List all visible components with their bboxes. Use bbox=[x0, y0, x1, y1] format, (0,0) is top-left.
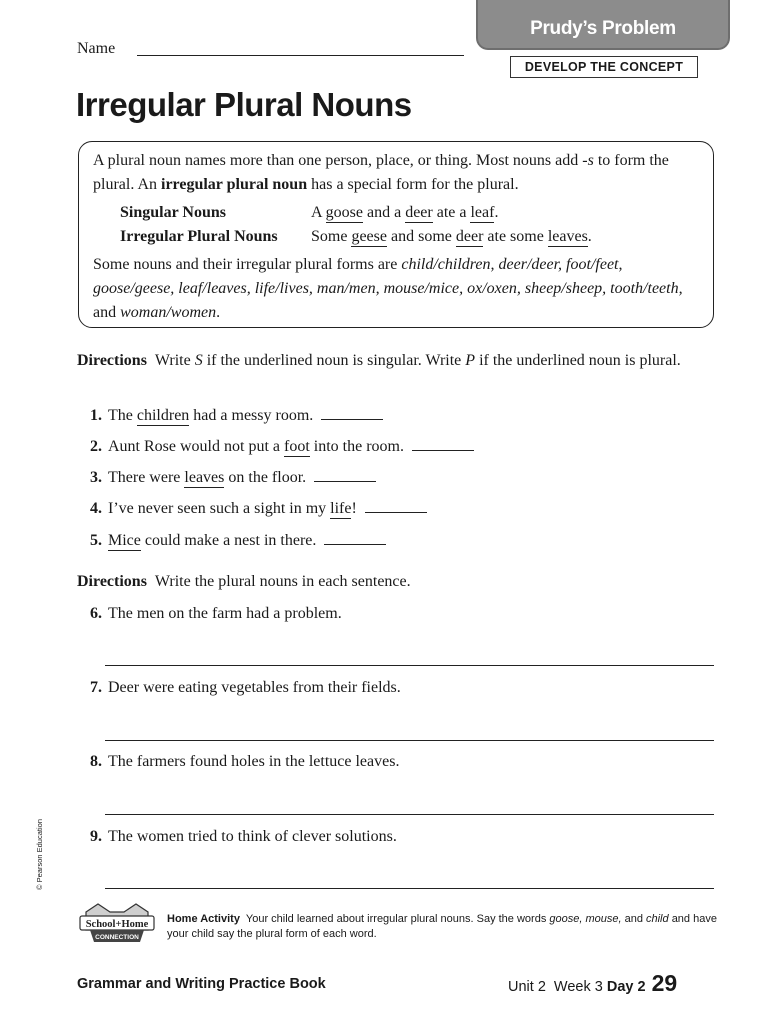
question-8: 8. The farmers found holes in the lettuce leaves. bbox=[90, 753, 400, 770]
underlined-noun: leaves bbox=[184, 469, 225, 486]
answer-line-9[interactable] bbox=[105, 888, 714, 889]
name-line[interactable] bbox=[137, 55, 464, 56]
question-5: 5. Mice could make a nest in there. bbox=[78, 529, 386, 553]
question-6: 6. The men on the farm had a problem. bbox=[90, 605, 342, 622]
rule-intro: A plural noun names more than one person, place, or thing. Most nouns add -s to form the plural. An irregular plural noun has a special form for the plural. bbox=[93, 152, 669, 193]
svg-text:School+Home: School+Home bbox=[85, 919, 149, 930]
footer-unit-info: Unit 2 Week 3 Day 2 29 bbox=[508, 970, 678, 996]
underlined-noun: foot bbox=[284, 438, 310, 455]
footer-book-title: Grammar and Writing Practice Book bbox=[77, 976, 326, 992]
singular-nouns-label: Singular Nouns bbox=[120, 204, 226, 221]
answer-blank-4[interactable] bbox=[365, 511, 427, 513]
home-activity: Home Activity Your child learned about irregular plural nouns. Say the words goose, mouse, and child and have your child say the plural form of each word. bbox=[167, 913, 717, 940]
irregular-plural-nouns-label: Irregular Plural Nouns bbox=[120, 228, 278, 245]
school-home-connection-logo bbox=[76, 900, 158, 946]
irregular-forms-list: Some nouns and their irregular plural forms are child/children, deer/deer, foot/feet, goose/geese, leaf/leaves, life/lives, man/men, mouse/mice, ox/oxen, sheep/sheep, tooth/teeth, and woman/women. bbox=[93, 256, 683, 321]
plural-example: Some geese and some deer ate some leaves. bbox=[311, 228, 592, 245]
directions-1: Directions Write S if the underlined noun is singular. Write P if the underlined noun is plural. bbox=[77, 352, 681, 369]
singular-example: A goose and a deer ate a leaf. bbox=[311, 204, 499, 221]
lesson-tab-title: Prudy’s Problem bbox=[530, 18, 676, 39]
page-title: Irregular Plural Nouns bbox=[76, 86, 412, 123]
answer-line-6[interactable] bbox=[105, 665, 714, 666]
answer-blank-2[interactable] bbox=[412, 449, 474, 451]
underlined-noun: Mice bbox=[108, 532, 141, 549]
page-number: 29 bbox=[651, 970, 678, 996]
copyright-notice: © Pearson Education bbox=[35, 819, 44, 890]
answer-line-8[interactable] bbox=[105, 814, 714, 815]
question-1: 1. The children had a messy room. bbox=[78, 404, 383, 428]
question-3: 3. There were leaves on the floor. bbox=[78, 466, 376, 490]
develop-concept-label: DEVELOP THE CONCEPT bbox=[510, 56, 698, 78]
answer-blank-3[interactable] bbox=[314, 480, 376, 482]
question-9: 9. The women tried to think of clever solutions. bbox=[90, 828, 397, 845]
underlined-noun: children bbox=[136, 407, 190, 424]
underlined-noun: life bbox=[330, 500, 352, 517]
question-7: 7. Deer were eating vegetables from their fields. bbox=[90, 679, 401, 696]
name-label: Name bbox=[77, 40, 116, 57]
answer-line-7[interactable] bbox=[105, 740, 714, 741]
question-2: 2. Aunt Rose would not put a foot into the room. bbox=[78, 435, 474, 459]
answer-blank-5[interactable] bbox=[324, 543, 386, 545]
question-4: 4. I’ve never seen such a sight in my life! bbox=[78, 497, 427, 521]
answer-blank-1[interactable] bbox=[321, 418, 383, 420]
svg-text:CONNECTION: CONNECTION bbox=[95, 934, 139, 941]
directions-2: Directions Write the plural nouns in each sentence. bbox=[77, 573, 411, 590]
